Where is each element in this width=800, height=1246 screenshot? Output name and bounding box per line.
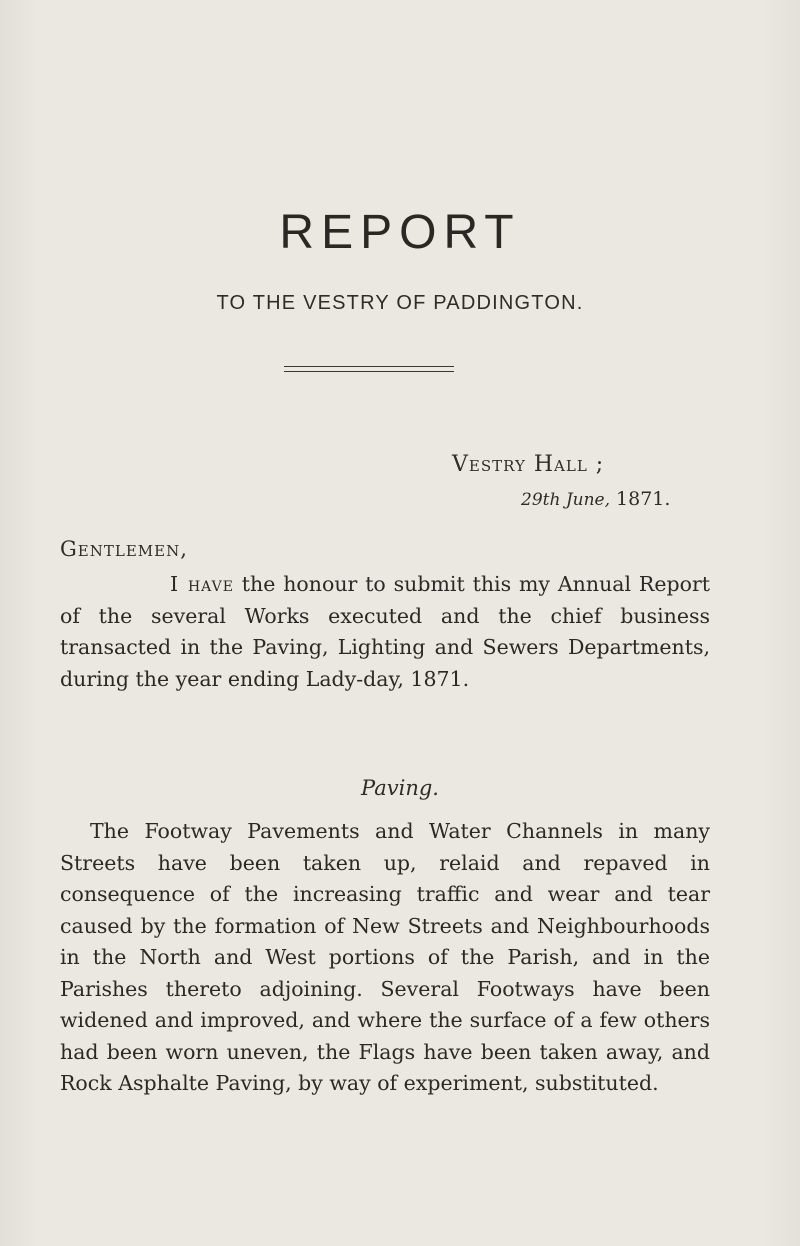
salutation: Gentlemen, — [60, 537, 188, 561]
section-heading: Paving. — [361, 776, 439, 800]
letter-date-day: 29th June, — [521, 490, 610, 510]
opening-lead-words: I have — [170, 572, 234, 596]
letter-place: Vestry Hall ; — [452, 452, 605, 477]
letter-date — [521, 488, 670, 510]
paving-paragraph: The Footway Pavements and Water Channels in many Streets have been taken up, relaid and repaved in consequence of the increasing traffic and wear and tear caused by the formation of New Streets and Neighbourhoods in the North and West portions of the Parish, and in the Parishes thereto adjoining. Several Footways have been widened and improved, and where the surface of a few others had been worn uneven, the Flags have been taken away, and Rock Asphalte Paving, by way of experiment, substituted. — [60, 819, 710, 1095]
report-title: REPORT — [279, 206, 521, 259]
divider-rule-top — [284, 366, 454, 367]
divider-rule-bottom — [284, 371, 454, 372]
letter-date-year: 1871. — [616, 488, 671, 510]
opening-paragraph — [60, 569, 710, 695]
opening-paragraph-text: the honour to submit this my Annual Report of the several Works executed and the chief business transacted in the Paving, Lighting and Sewers Departments, during the year ending Lady-day, 1871. — [60, 572, 710, 691]
report-subtitle: TO THE VESTRY OF PADDINGTON. — [216, 292, 584, 314]
